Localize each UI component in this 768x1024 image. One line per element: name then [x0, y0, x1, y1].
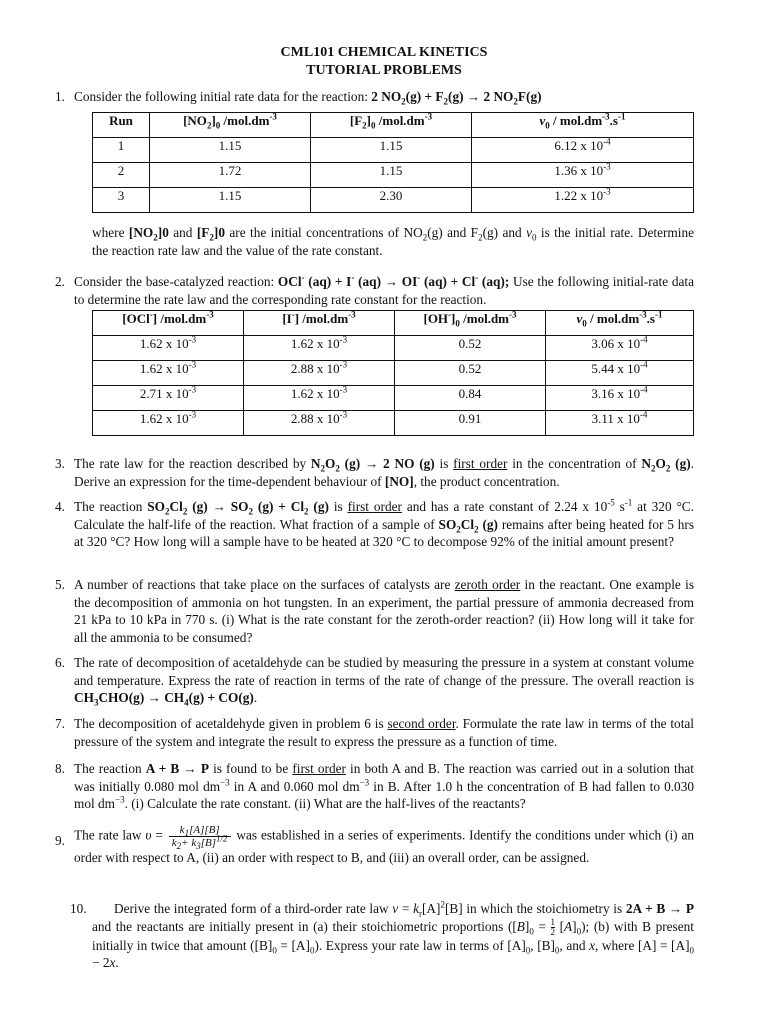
problem-number: 2.: [55, 274, 65, 289]
column-header: $v_0 / mol.dm^{-3}.s^{-1}$: [472, 113, 694, 138]
problem-1: [55, 88, 694, 107]
problem-5: 5. A number of reactions that take place on the surfaces of catalysts are zeroth order in the reactant. One example is the decomposition of ammonia on hot tungsten. In an experiment, the partial pressure of ammonia decreased from 21 kPa to 10 kPa in 770 s. (i) What is the rate constant for the zeroth-order reaction? (ii) How long will it take for all the ammonia to be consumed?: [55, 577, 694, 645]
rate-law-fraction: $\frac{k_1[A][B]}{k_2+ k_3[B]^{1/2}}$: [169, 824, 231, 849]
problem-9: 9. The rate law υ = $\frac{k_1[A][B]}{k_2+ k_3[B]^{1/2}}$ was established in a series of experiments. Identify the conditions under which (i) an order with respect to A, (ii) an order with respect to B, and (iii) an overall order, can be assigned.: [55, 824, 694, 865]
problem-6: 6. The rate of decomposition of acetaldehyde can be studied by measuring the pressure in a system at constant volume and temperature. Express the rate of reaction in terms of the rate of change of the pressure. The overall reaction is $CH_3CHO(g) \to CH_4(g) + CO(g)$.: [55, 655, 694, 708]
rate-data-table-1: [92, 112, 694, 213]
problem-10: 10. Derive the integrated form of a third-order rate law $v = k_r[A]^2[B]$ in which the stoichiometry is 2A + B → P and the reactants are initially present in (a) their stoichiometric proportions ($[B]_0$ = $\frac{1}{2}$ $[A]_0$); (b) with B present initially in twice that amount $([B]_0 = [A]_0)$. Express your rate law in terms of $[A]_0$, $[B]_0$, and x, where $[A] = [A]_0 - 2x$.: [70, 899, 695, 971]
table-row: 2.71 x $10^{-3}$ 1.62 x $10^{-3}$ 0.84 3.16 x $10^{-4}$: [93, 386, 694, 411]
table-row: 1 1.15 1.15 6.12 x $10^{-4}$: [93, 138, 694, 163]
table-row: 1.62 x $10^{-3}$ 1.62 x $10^{-3}$ 0.52 3.06 x $10^{-4}$: [93, 336, 694, 361]
problem-3: 3. The rate law for the reaction described by $N_2O_2$ (g) → 2 NO (g) is first order in the concentration of $N_2O_2$ (g). Derive an expression for the time-dependent behaviour of [NO], the product concentration.: [55, 456, 694, 489]
problem-1-followup: where $[NO_2]0$ and $[F_2]0$ are the initial concentrations of $NO_2(g)$ and $F_2(g)$ and $v_0$ is the initial rate. Determine the reaction rate law and the value of the rate constant.: [92, 225, 694, 258]
problem-4: 4. The reaction $SO_2Cl_2$ $(g) \to SO_2$ $(g) + Cl_2$ (g) is first order and has a rate constant of 2.24 x $10^{-5}$ $s^{-1}$ at 320 °C. Calculate the half-life of the reaction. What fraction of a sample of $SO_2Cl_2$ (g) remains after being heated for 5 hrs at 320 °C? How long will a sample have to be heated at 320 °C to decompose 92% of the initial amount present?: [55, 497, 694, 549]
table-header-row: [93, 113, 694, 138]
problem-8: 8. The reaction A + B → P is found to be first order in both A and B. The reaction was carried out in a solution that was initially 0.080 mol $dm^{-3}$ in A and 0.060 mol $dm^{-3}$ in B. After 1.0 h the concentration of B had fallen to 0.030 mol $dm^{-3}$. (i) Calculate the rate constant. (ii) What are the half-lives of the reactants?: [55, 761, 695, 811]
column-header: Run: [93, 113, 150, 138]
problem-number: 1.: [55, 89, 65, 104]
problem-1-text: Consider the following initial rate data for the reaction: 2 $NO_2(g) + F_2(g) \to 2$ $NO_2F(g)$: [74, 89, 542, 107]
rate-data-table-2: [92, 310, 694, 436]
column-header: $[NO_2]_0$ $/mol.dm^{-3}$: [150, 113, 311, 138]
table-row: 1.62 x $10^{-3}$ 2.88 x $10^{-3}$ 0.91 3.11 x $10^{-4}$: [93, 411, 694, 436]
table-row: 2 1.72 1.15 1.36 x $10^{-3}$: [93, 163, 694, 188]
column-header: $[F_2]_0$ $/mol.dm^{-3}$: [311, 113, 472, 138]
table-row: 1.62 x $10^{-3}$ 2.88 x $10^{-3}$ 0.52 5.44 x $10^{-4}$: [93, 361, 694, 386]
problem-2: 2. Consider the base-catalyzed reaction: OCl- (aq) + I- (aq) → OI- (aq) + Cl- (aq); Use the following initial-rate data to determine the rate law and the corresponding rate constant for the reaction.: [55, 272, 695, 307]
document-title: CML101 CHEMICAL KINETICS: [280, 45, 488, 60]
document-subtitle: TUTORIAL PROBLEMS: [306, 63, 462, 78]
problem-7: 7. The decomposition of acetaldehyde given in problem 6 is second order. Formulate the rate law in terms of the total pressure of the system and integrate the result to express the pressure as a function of time.: [55, 716, 694, 749]
table-header-row: [OCl-] $/mol.dm^{-3}$ [I-] $/mol.dm^{-3}$ $[OH^-]_0$ $/mol.dm^{-3}$ $v_0 / mol.dm^{-3}.s^{-1}$: [93, 311, 694, 336]
table-row: 3 1.15 2.30 1.22 x $10^{-3}$: [93, 188, 694, 213]
